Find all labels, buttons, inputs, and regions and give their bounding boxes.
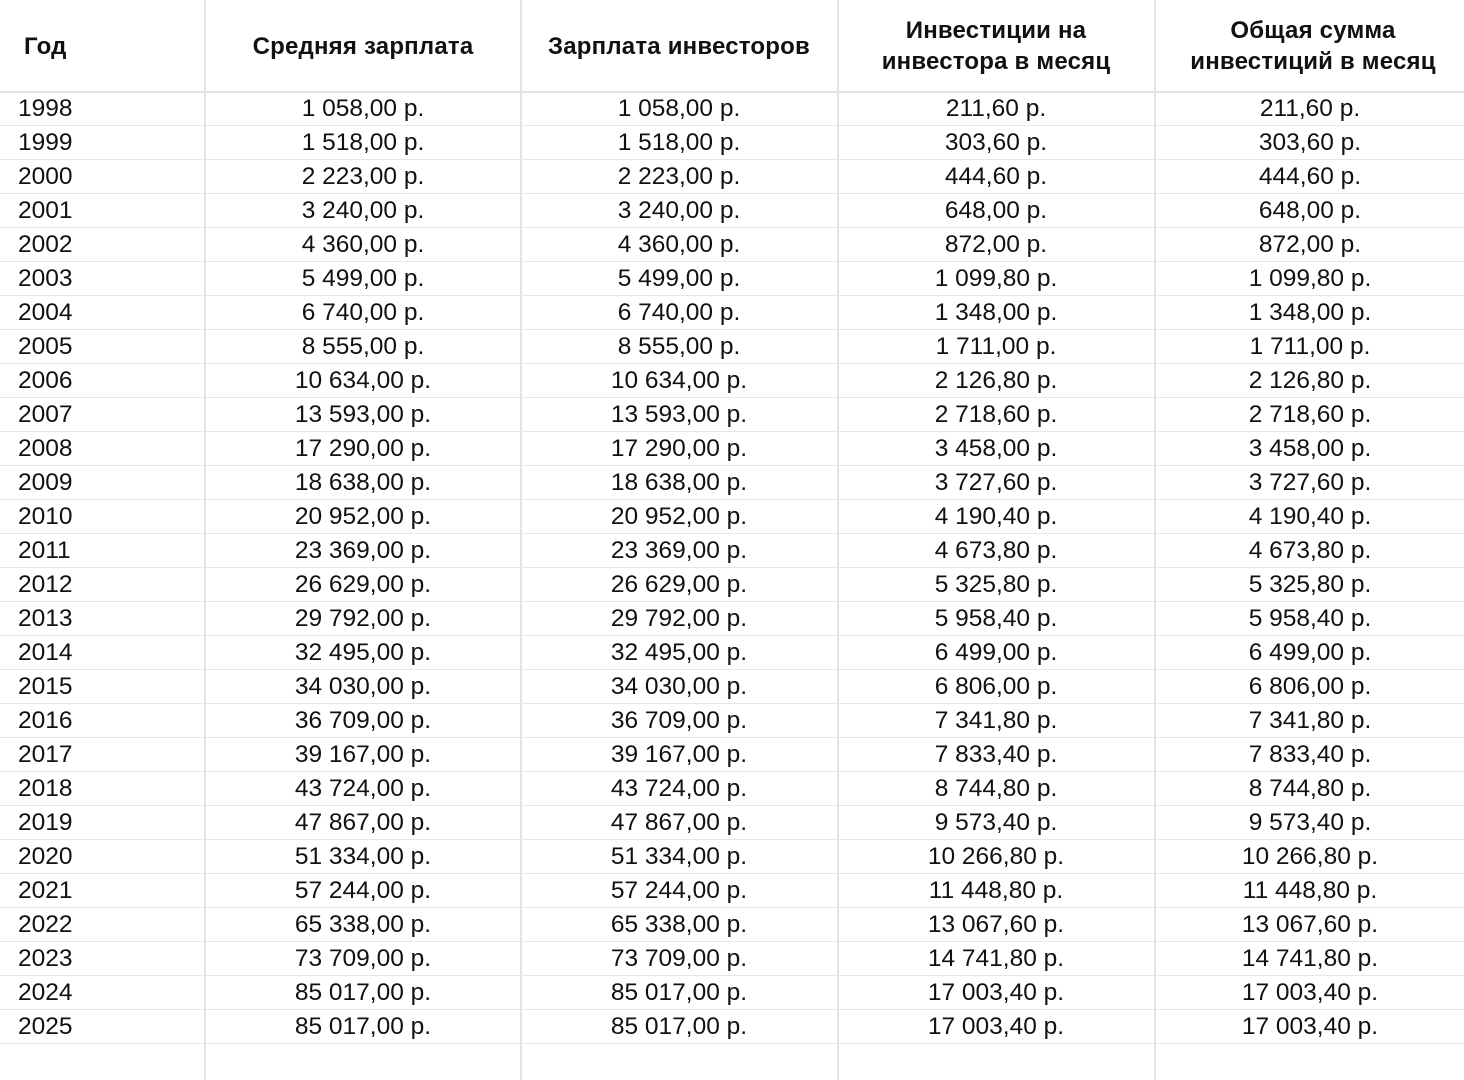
year-cell[interactable]: 2005	[18, 333, 73, 360]
avg-salary-cell[interactable]: 73 709,00 р.	[294, 945, 432, 972]
total-investment-cell[interactable]: 7 341,80 р.	[1248, 707, 1372, 734]
investment-per-investor-cell[interactable]: 1 348,00 р.	[934, 299, 1058, 326]
avg-salary-cell[interactable]: 85 017,00 р.	[294, 1013, 432, 1040]
table-row	[0, 92, 1464, 126]
investment-per-investor-cell[interactable]: 7 341,80 р.	[934, 707, 1058, 734]
investor-salary-cell[interactable]: 20 952,00 р.	[610, 503, 748, 530]
header-total-investment-line2: инвестиций в месяц	[1190, 48, 1436, 75]
table-row	[0, 704, 1464, 738]
total-investment-cell[interactable]: 7 833,40 р.	[1248, 741, 1372, 768]
avg-salary-cell[interactable]: 36 709,00 р.	[294, 707, 432, 734]
avg-salary-cell[interactable]: 3 240,00 р.	[301, 197, 425, 224]
table-row	[0, 398, 1464, 432]
avg-salary-cell[interactable]: 32 495,00 р.	[294, 639, 432, 666]
avg-salary-cell[interactable]: 20 952,00 р.	[294, 503, 432, 530]
investor-salary-cell[interactable]: 10 634,00 р.	[610, 367, 748, 394]
table-row	[0, 738, 1464, 772]
investment-per-investor-cell[interactable]: 11 448,80 р.	[928, 877, 1064, 904]
investor-salary-cell[interactable]: 18 638,00 р.	[610, 469, 748, 496]
investor-salary-cell[interactable]: 17 290,00 р.	[610, 435, 748, 462]
avg-salary-cell[interactable]: 23 369,00 р.	[294, 537, 432, 564]
avg-salary-cell[interactable]: 1 058,00 р.	[301, 95, 425, 122]
investment-per-investor-cell[interactable]: 872,00 р.	[944, 231, 1048, 258]
avg-salary-cell[interactable]: 13 593,00 р.	[294, 401, 432, 428]
investment-per-investor-cell[interactable]: 7 833,40 р.	[934, 741, 1058, 768]
header-avg-salary[interactable]	[206, 0, 520, 92]
avg-salary-cell[interactable]: 34 030,00 р.	[294, 673, 432, 700]
investment-per-investor-cell[interactable]: 303,60 р.	[944, 129, 1048, 156]
year-cell[interactable]: 2009	[18, 469, 73, 496]
table-row	[0, 840, 1464, 874]
avg-salary-cell[interactable]: 4 360,00 р.	[301, 231, 425, 258]
year-cell[interactable]: 1999	[18, 129, 73, 156]
year-cell[interactable]: 2007	[18, 401, 73, 428]
investment-per-investor-cell[interactable]: 2 126,80 р.	[934, 367, 1058, 394]
year-cell[interactable]: 2001	[18, 197, 73, 224]
avg-salary-cell[interactable]: 57 244,00 р.	[294, 877, 432, 904]
investment-per-investor-cell[interactable]: 5 325,80 р.	[934, 571, 1058, 598]
header-investor-salary-label: Зарплата инвесторов	[548, 32, 810, 60]
investment-per-investor-cell[interactable]: 8 744,80 р.	[934, 775, 1058, 802]
year-cell[interactable]: 2015	[18, 673, 73, 700]
total-investment-cell[interactable]: 9 573,40 р.	[1248, 809, 1372, 836]
investor-salary-cell[interactable]: 3 240,00 р.	[617, 197, 741, 224]
investor-salary-cell[interactable]: 65 338,00 р.	[610, 911, 748, 938]
year-cell[interactable]: 2021	[18, 877, 73, 904]
year-cell[interactable]: 1998	[18, 95, 73, 122]
investment-per-investor-cell[interactable]: 1 711,00 р.	[935, 333, 1057, 360]
table-row	[0, 432, 1464, 466]
total-investment-cell[interactable]: 444,60 р.	[1258, 163, 1362, 190]
year-cell[interactable]: 2003	[18, 265, 73, 292]
header-year[interactable]	[24, 0, 194, 92]
total-investment-cell[interactable]: 4 190,40 р.	[1248, 503, 1372, 530]
year-cell[interactable]: 2012	[18, 571, 73, 598]
investor-salary-cell[interactable]: 1 058,00 р.	[617, 95, 741, 122]
investor-salary-cell[interactable]: 23 369,00 р.	[610, 537, 748, 564]
investment-per-investor-cell[interactable]: 211,60 р.	[945, 95, 1047, 122]
table-row	[0, 296, 1464, 330]
investor-salary-cell[interactable]: 51 334,00 р.	[610, 843, 748, 870]
investor-salary-cell[interactable]: 34 030,00 р.	[610, 673, 748, 700]
total-investment-cell[interactable]: 11 448,80 р.	[1242, 877, 1378, 904]
investor-salary-cell[interactable]: 47 867,00 р.	[610, 809, 748, 836]
header-investor-salary[interactable]	[522, 0, 836, 92]
total-investment-cell[interactable]: 303,60 р.	[1258, 129, 1362, 156]
investor-salary-cell[interactable]: 43 724,00 р.	[610, 775, 748, 802]
header-investment-per-investor[interactable]	[839, 0, 1153, 92]
table-row	[0, 126, 1464, 160]
investment-per-investor-cell[interactable]: 10 266,80 р.	[927, 843, 1065, 870]
investment-per-investor-cell[interactable]: 17 003,40 р.	[927, 1013, 1065, 1040]
investor-salary-cell[interactable]: 39 167,00 р.	[610, 741, 748, 768]
header-avg-salary-label: Средняя зарплата	[252, 32, 474, 60]
investor-salary-cell[interactable]: 13 593,00 р.	[610, 401, 748, 428]
year-cell[interactable]: 2014	[18, 639, 73, 666]
avg-salary-cell[interactable]: 2 223,00 р.	[301, 163, 425, 190]
header-total-investment-line1: Общая сумма	[1230, 17, 1396, 44]
total-investment-cell[interactable]: 17 003,40 р.	[1241, 1013, 1379, 1040]
total-investment-cell[interactable]: 1 348,00 р.	[1248, 299, 1372, 326]
total-investment-cell[interactable]: 2 126,80 р.	[1248, 367, 1372, 394]
year-cell[interactable]: 2016	[18, 707, 73, 734]
avg-salary-cell[interactable]: 8 555,00 р.	[301, 333, 425, 360]
total-investment-cell[interactable]: 3 727,60 р.	[1248, 469, 1372, 496]
investment-per-investor-cell[interactable]: 5 958,40 р.	[934, 605, 1058, 632]
avg-salary-cell[interactable]: 65 338,00 р.	[294, 911, 432, 938]
investment-per-investor-cell[interactable]: 4 673,80 р.	[934, 537, 1058, 564]
avg-salary-cell[interactable]: 85 017,00 р.	[294, 979, 432, 1006]
header-total-investment[interactable]	[1156, 0, 1464, 92]
year-cell[interactable]: 2022	[18, 911, 73, 938]
investment-per-investor-cell[interactable]: 6 806,00 р.	[934, 673, 1058, 700]
investor-salary-cell[interactable]: 73 709,00 р.	[610, 945, 748, 972]
table-row	[0, 160, 1464, 194]
investor-salary-cell[interactable]: 36 709,00 р.	[610, 707, 748, 734]
avg-salary-cell[interactable]: 5 499,00 р.	[301, 265, 425, 292]
table-row	[0, 908, 1464, 942]
total-investment-cell[interactable]: 8 744,80 р.	[1248, 775, 1372, 802]
avg-salary-cell[interactable]: 6 740,00 р.	[301, 299, 425, 326]
year-cell[interactable]: 2013	[18, 605, 73, 632]
avg-salary-cell[interactable]: 43 724,00 р.	[294, 775, 432, 802]
investment-per-investor-cell[interactable]: 444,60 р.	[944, 163, 1048, 190]
header-year-label: Год	[24, 32, 67, 60]
table-row	[0, 500, 1464, 534]
total-investment-cell[interactable]: 648,00 р.	[1258, 197, 1362, 224]
investor-salary-cell[interactable]: 57 244,00 р.	[610, 877, 748, 904]
table-row	[0, 772, 1464, 806]
table-row	[0, 806, 1464, 840]
investment-per-investor-cell[interactable]: 13 067,60 р.	[927, 911, 1065, 938]
header-investment-per-investor-line1: Инвестиции на	[905, 17, 1087, 44]
investor-salary-cell[interactable]: 8 555,00 р.	[617, 333, 741, 360]
year-cell[interactable]: 2018	[18, 775, 73, 802]
year-cell[interactable]: 2008	[18, 435, 73, 462]
investment-per-investor-cell[interactable]: 6 499,00 р.	[934, 639, 1058, 666]
investor-salary-cell[interactable]: 2 223,00 р.	[617, 163, 741, 190]
table-row	[0, 534, 1464, 568]
investor-salary-cell[interactable]: 29 792,00 р.	[610, 605, 748, 632]
investor-salary-cell[interactable]: 4 360,00 р.	[617, 231, 741, 258]
year-cell[interactable]: 2011	[18, 537, 71, 564]
year-cell[interactable]: 2010	[18, 503, 73, 530]
year-cell[interactable]: 2004	[18, 299, 73, 326]
investor-salary-cell[interactable]: 5 499,00 р.	[617, 265, 741, 292]
total-investment-cell[interactable]: 17 003,40 р.	[1241, 979, 1379, 1006]
total-investment-cell[interactable]: 1 711,00 р.	[1249, 333, 1371, 360]
avg-salary-cell[interactable]: 39 167,00 р.	[294, 741, 432, 768]
total-investment-cell[interactable]: 211,60 р.	[1259, 95, 1361, 122]
avg-salary-cell[interactable]: 10 634,00 р.	[294, 367, 432, 394]
table-row	[0, 262, 1464, 296]
table-row	[0, 670, 1464, 704]
table-row	[0, 636, 1464, 670]
year-cell[interactable]: 2000	[18, 163, 73, 190]
row-divider	[0, 1043, 1464, 1044]
year-cell[interactable]: 2023	[18, 945, 73, 972]
header-investment-per-investor-line2: инвестора в месяц	[881, 48, 1111, 75]
total-investment-cell[interactable]: 4 673,80 р.	[1248, 537, 1372, 564]
year-cell[interactable]: 2019	[18, 809, 73, 836]
table-row	[0, 976, 1464, 1010]
investment-per-investor-cell[interactable]: 2 718,60 р.	[934, 401, 1058, 428]
investor-salary-cell[interactable]: 26 629,00 р.	[610, 571, 748, 598]
avg-salary-cell[interactable]: 1 518,00 р.	[301, 129, 425, 156]
total-investment-cell[interactable]: 10 266,80 р.	[1241, 843, 1379, 870]
table-row	[0, 602, 1464, 636]
year-cell[interactable]: 2006	[18, 367, 73, 394]
investment-per-investor-cell[interactable]: 648,00 р.	[944, 197, 1048, 224]
investment-per-investor-cell[interactable]: 17 003,40 р.	[927, 979, 1065, 1006]
total-investment-cell[interactable]: 13 067,60 р.	[1241, 911, 1379, 938]
avg-salary-cell[interactable]: 29 792,00 р.	[294, 605, 432, 632]
total-investment-cell[interactable]: 5 958,40 р.	[1248, 605, 1372, 632]
total-investment-cell[interactable]: 1 099,80 р.	[1248, 265, 1372, 292]
investment-per-investor-cell[interactable]: 3 458,00 р.	[934, 435, 1058, 462]
investor-salary-cell[interactable]: 1 518,00 р.	[617, 129, 741, 156]
total-investment-cell[interactable]: 5 325,80 р.	[1248, 571, 1372, 598]
total-investment-cell[interactable]: 6 499,00 р.	[1248, 639, 1372, 666]
table-row	[0, 568, 1464, 602]
table-row	[0, 228, 1464, 262]
total-investment-cell[interactable]: 6 806,00 р.	[1248, 673, 1372, 700]
investor-salary-cell[interactable]: 85 017,00 р.	[610, 979, 748, 1006]
avg-salary-cell[interactable]: 47 867,00 р.	[294, 809, 432, 836]
table-row	[0, 942, 1464, 976]
year-cell[interactable]: 2025	[18, 1013, 73, 1040]
avg-salary-cell[interactable]: 26 629,00 р.	[294, 571, 432, 598]
investment-per-investor-cell[interactable]: 14 741,80 р.	[927, 945, 1065, 972]
year-cell[interactable]: 2020	[18, 843, 73, 870]
investment-per-investor-cell[interactable]: 9 573,40 р.	[934, 809, 1058, 836]
total-investment-cell[interactable]: 14 741,80 р.	[1241, 945, 1379, 972]
investment-per-investor-cell[interactable]: 3 727,60 р.	[934, 469, 1058, 496]
year-cell[interactable]: 2002	[18, 231, 73, 258]
year-cell[interactable]: 2017	[18, 741, 73, 768]
table-row	[0, 1010, 1464, 1044]
table-row	[0, 330, 1464, 364]
table-row	[0, 874, 1464, 908]
investment-per-investor-cell[interactable]: 4 190,40 р.	[934, 503, 1058, 530]
avg-salary-cell[interactable]: 51 334,00 р.	[294, 843, 432, 870]
total-investment-cell[interactable]: 2 718,60 р.	[1248, 401, 1372, 428]
total-investment-cell[interactable]: 3 458,00 р.	[1248, 435, 1372, 462]
avg-salary-cell[interactable]: 17 290,00 р.	[294, 435, 432, 462]
investor-salary-cell[interactable]: 32 495,00 р.	[610, 639, 748, 666]
table-row	[0, 466, 1464, 500]
table-row	[0, 194, 1464, 228]
table-row	[0, 364, 1464, 398]
total-investment-cell[interactable]: 872,00 р.	[1258, 231, 1362, 258]
year-cell[interactable]: 2024	[18, 979, 73, 1006]
investor-salary-cell[interactable]: 85 017,00 р.	[610, 1013, 748, 1040]
avg-salary-cell[interactable]: 18 638,00 р.	[294, 469, 432, 496]
investment-per-investor-cell[interactable]: 1 099,80 р.	[934, 265, 1058, 292]
investor-salary-cell[interactable]: 6 740,00 р.	[617, 299, 741, 326]
